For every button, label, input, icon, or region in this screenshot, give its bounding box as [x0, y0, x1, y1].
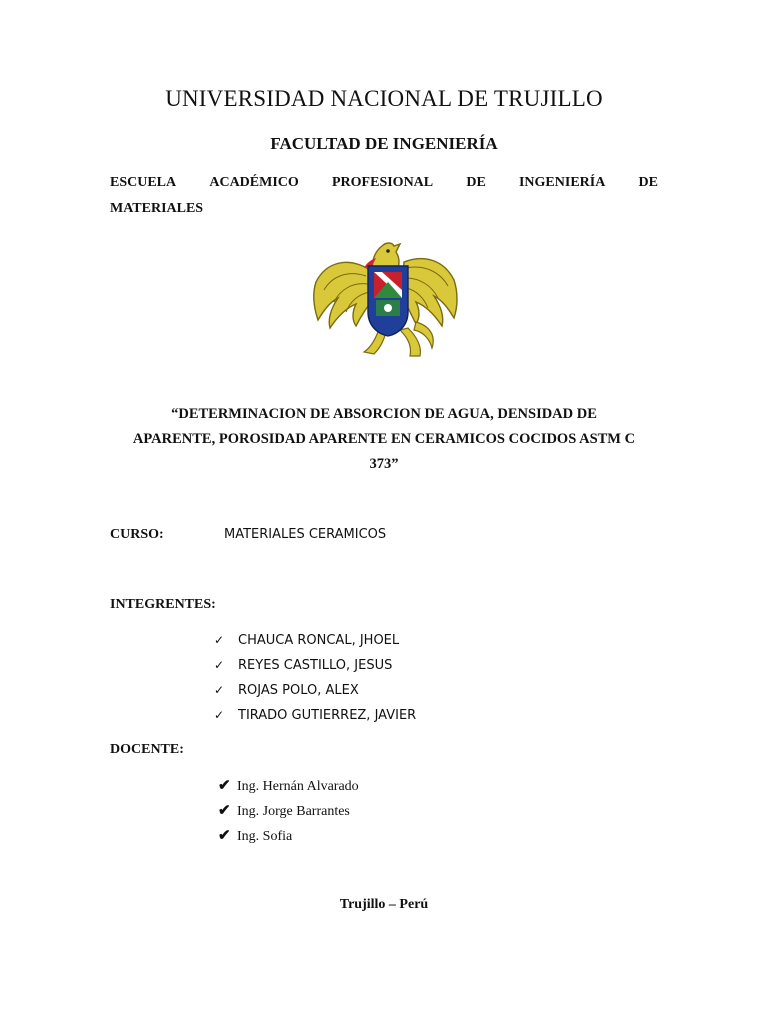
- city-footer: Trujillo – Perú: [339, 897, 429, 912]
- list-item: [218, 826, 359, 851]
- teacher-name: Ing. Jorge Barrantes: [237, 804, 350, 819]
- document-title: [100, 402, 668, 477]
- member-name: TIRADO GUTIERREZ, JAVIER: [238, 708, 417, 723]
- school-name-line1: [110, 170, 658, 196]
- member-name: CHAUCA RONCAL, JHOEL: [238, 633, 400, 648]
- document-title-line1: “DETERMINACION DE ABSORCION DE AGUA, DENSIDAD DE: [171, 406, 597, 422]
- list-item: [214, 680, 416, 705]
- list-item: [214, 630, 416, 655]
- school-word: PROFESIONAL: [332, 175, 434, 190]
- document-title-line3: 373”: [369, 456, 399, 472]
- checkmark-icon: ✔: [218, 803, 231, 819]
- checkmark-icon: ✓: [214, 708, 225, 722]
- teachers-list: [218, 776, 359, 851]
- faculty-title: FACULTAD DE INGENIERÍA: [270, 134, 498, 153]
- checkmark-icon: ✓: [214, 633, 225, 647]
- checkmark-icon: ✓: [214, 683, 225, 697]
- list-item: [214, 705, 416, 730]
- list-item: [218, 776, 359, 801]
- university-crest-griffin-icon: [308, 236, 464, 362]
- school-word: DE: [638, 175, 658, 190]
- school-word: INGENIERÍA: [518, 175, 606, 190]
- teacher-label: DOCENTE:: [110, 742, 184, 757]
- school-name-line2: MATERIALES: [110, 201, 204, 216]
- member-name: REYES CASTILLO, JESUS: [238, 658, 393, 673]
- university-title: UNIVERSIDAD NACIONAL DE TRUJILLO: [165, 86, 603, 111]
- course-label: CURSO:: [110, 527, 164, 542]
- member-name: ROJAS POLO, ALEX: [238, 683, 359, 698]
- school-word: ACADÉMICO: [209, 175, 299, 190]
- members-list: [214, 630, 416, 730]
- school-word: ESCUELA: [110, 175, 177, 190]
- document-title-line2: APARENTE, POROSIDAD APARENTE EN CERAMICOS COCIDOS ASTM C: [132, 431, 636, 447]
- checkmark-icon: ✓: [214, 658, 225, 672]
- teacher-name: Ing. Hernán Alvarado: [237, 779, 359, 794]
- course-value: MATERIALES CERAMICOS: [224, 527, 387, 542]
- list-item: [214, 655, 416, 680]
- school-name: [110, 170, 658, 222]
- teacher-name: Ing. Sofia: [237, 829, 293, 844]
- school-word: DE: [466, 175, 486, 190]
- checkmark-icon: ✔: [218, 828, 231, 844]
- members-label: INTEGRENTES:: [110, 597, 216, 612]
- list-item: [218, 801, 359, 826]
- checkmark-icon: ✔: [218, 778, 231, 794]
